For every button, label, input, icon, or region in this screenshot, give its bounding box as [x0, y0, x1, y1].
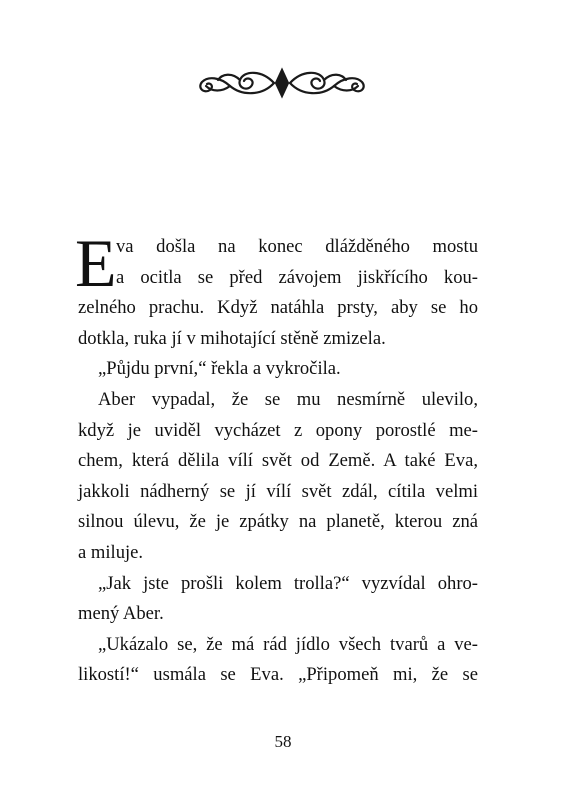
paragraph-3-line-6: a miluje. — [78, 541, 144, 563]
paragraph-4-line-1: „Jak jste prošli kolem trolla?“ vyzvídal ohro- — [98, 572, 478, 594]
page-number: 58 — [274, 732, 292, 751]
paragraph-5-line-1: „Ukázalo se, že má rád jídlo všech tvarů a ve- — [98, 633, 478, 655]
paragraph-1-line-3: zelného prachu. Když natáhla prsty, aby se ho — [78, 297, 478, 319]
paragraph-3-line-3: chem, která dělila vílí svět od Země. A také Eva, — [78, 450, 478, 472]
paragraph-4-line-2: mený Aber. — [78, 603, 164, 625]
paragraph-5-line-2: likostí!“ usmála se Eva. „Připomeň mi, že se — [78, 664, 478, 686]
scroll-ornament-icon — [182, 62, 382, 104]
paragraph-1-line-4: dotkla, ruka jí v mihotající stěně zmizela. — [78, 327, 386, 349]
paragraph-3-line-4: jakkoli nádherný se jí vílí svět zdál, cítila velmi — [78, 480, 478, 502]
paragraph-3-line-5: silnou úlevu, že je zpátky na planetě, kterou zná — [78, 511, 478, 533]
body-text — [75, 225, 478, 691]
drop-cap: E — [75, 225, 117, 301]
paragraph-2-line-1: „Půjdu první,“ řekla a vykročila. — [98, 358, 341, 380]
paragraph-1-line-1: E va došla na konec dlážděného mostu — [75, 225, 478, 301]
paragraph-1-line-2: a ocitla se před závojem jiskřícího kou- — [116, 266, 478, 288]
paragraph-3-line-2: když je uviděl vycházet z opony porostlé me- — [78, 419, 478, 441]
paragraph-3-line-1: Aber vypadal, že se mu nesmírně ulevilo, — [98, 388, 478, 410]
